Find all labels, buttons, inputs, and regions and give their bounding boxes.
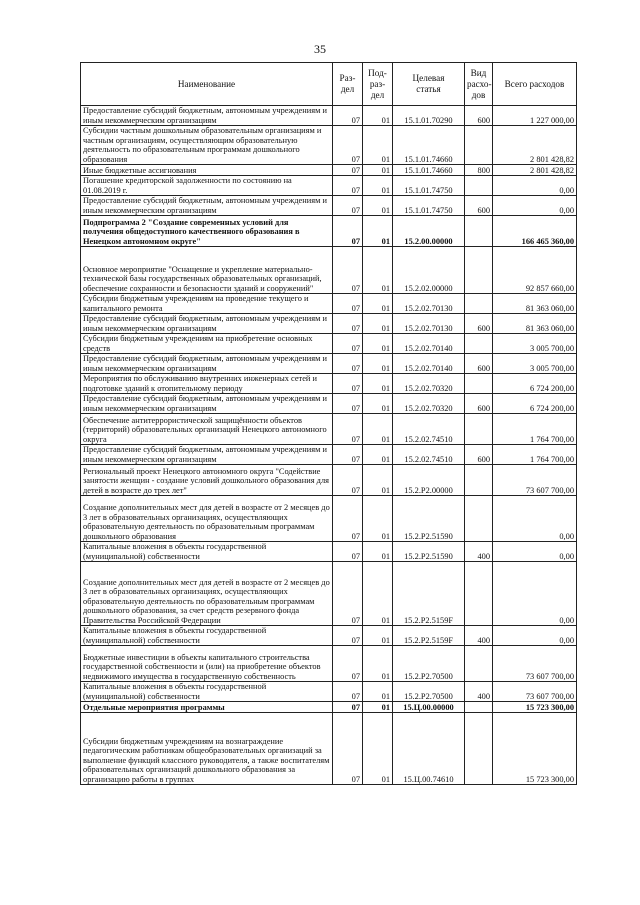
- row-target-article: 15.2.P2.70500: [393, 682, 465, 702]
- table-row: [81, 542, 577, 562]
- row-total: 81 363 060,00: [493, 294, 577, 314]
- row-subsection: 01: [363, 496, 393, 542]
- row-expense-type: 600: [465, 354, 493, 374]
- budget-table: [80, 62, 577, 785]
- row-section: 07: [333, 562, 363, 626]
- row-subsection: 01: [363, 646, 393, 682]
- row-name: Капитальные вложения в объекты государственной (муниципальной) собственности: [81, 626, 333, 646]
- row-target-article: 15.2.02.70140: [393, 354, 465, 374]
- row-name: Предоставление субсидий бюджетным, автономным учреждениям и иным некоммерческим организациям: [81, 106, 333, 126]
- row-section: 07: [333, 374, 363, 394]
- row-name: Иные бюджетные ассигнования: [81, 165, 333, 176]
- row-name: Бюджетные инвестиции в объекты капитального строительства государственной собственности и (или) на приобретение объектов недвижимого имущества в государственную собственность: [81, 646, 333, 682]
- row-expense-type: 400: [465, 542, 493, 562]
- row-section: 07: [333, 354, 363, 374]
- row-total: 2 801 428,82: [493, 126, 577, 165]
- row-subsection: 01: [363, 465, 393, 496]
- row-subsection: 01: [363, 354, 393, 374]
- row-subsection: 01: [363, 374, 393, 394]
- table-row: [81, 374, 577, 394]
- row-name: Подпрограмма 2 "Создание современных условий для получения общедоступного качественного образования в Ненецком автономном округе": [81, 216, 333, 247]
- row-total: 0,00: [493, 196, 577, 216]
- row-section: 07: [333, 646, 363, 682]
- row-subsection: 01: [363, 334, 393, 354]
- row-name: Капитальные вложения в объекты государственной (муниципальной) собственности: [81, 542, 333, 562]
- row-section: 07: [333, 126, 363, 165]
- header-target-article: Целевая статья: [393, 63, 465, 106]
- table-row: [81, 216, 577, 247]
- row-total: 73 607 700,00: [493, 682, 577, 702]
- row-name: Обеспечение антитеррористической защищённости объектов (территорий) образовательных организаций Ненецкого автономного округа: [81, 414, 333, 445]
- row-subsection: 01: [363, 445, 393, 465]
- row-expense-type: [465, 414, 493, 445]
- row-expense-type: [465, 334, 493, 354]
- table-row: [81, 247, 577, 294]
- table-row: [81, 314, 577, 334]
- row-target-article: 15.2.02.74510: [393, 414, 465, 445]
- row-section: 07: [333, 165, 363, 176]
- row-target-article: 15.2.P2.5159F: [393, 562, 465, 626]
- row-subsection: 01: [363, 314, 393, 334]
- row-expense-type: [465, 496, 493, 542]
- row-expense-type: [465, 247, 493, 294]
- row-target-article: 15.2.02.74510: [393, 445, 465, 465]
- row-name: Предоставление субсидий бюджетным, автономным учреждениям и иным некоммерческим организациям: [81, 445, 333, 465]
- row-target-article: 15.2.P2.5159F: [393, 626, 465, 646]
- table-row: [81, 496, 577, 542]
- table-row: [81, 126, 577, 165]
- row-name: Мероприятия по обслуживанию внутренних инженерных сетей и подготовке зданий к отопительному периоду: [81, 374, 333, 394]
- row-name: Погашение кредиторской задолженности по состоянию на 01.08.2019 г.: [81, 176, 333, 196]
- row-target-article: 15.2.02.70320: [393, 394, 465, 414]
- page-number: 35: [314, 42, 326, 56]
- row-section: 07: [333, 702, 363, 713]
- row-expense-type: 600: [465, 196, 493, 216]
- row-subsection: 01: [363, 165, 393, 176]
- row-subsection: 01: [363, 562, 393, 626]
- row-section: 07: [333, 294, 363, 314]
- row-subsection: 01: [363, 542, 393, 562]
- row-target-article: 15.2.02.70130: [393, 294, 465, 314]
- row-total: 81 363 060,00: [493, 314, 577, 334]
- row-name: Субсидии бюджетным учреждениям на проведение текущего и капитального ремонта: [81, 294, 333, 314]
- row-name: Основное мероприятие "Оснащение и укрепление материально-технической базы государственных образовательных организаций, обеспечение сохранности и безопасности зданий и сооружений": [81, 247, 333, 294]
- row-total: 73 607 700,00: [493, 646, 577, 682]
- row-expense-type: 600: [465, 394, 493, 414]
- table-row: [81, 445, 577, 465]
- row-name: Предоставление субсидий бюджетным, автономным учреждениям и иным некоммерческим организациям: [81, 394, 333, 414]
- row-total: 1 764 700,00: [493, 445, 577, 465]
- table-row: [81, 354, 577, 374]
- row-section: 07: [333, 445, 363, 465]
- row-expense-type: 600: [465, 314, 493, 334]
- row-target-article: 15.1.01.70290: [393, 106, 465, 126]
- row-name: Предоставление субсидий бюджетным, автономным учреждениям и иным некоммерческим организациям: [81, 314, 333, 334]
- row-total: 15 723 300,00: [493, 702, 577, 713]
- row-target-article: 15.2.02.70320: [393, 374, 465, 394]
- row-total: 0,00: [493, 496, 577, 542]
- row-name: Субсидии бюджетным учреждениям на вознаграждение педагогическим работникам общеобразовательных организаций за выполнение функций классного руководителя, а также воспитателям образовательных организаций дошкольного образования за организацию работы в группах: [81, 713, 333, 785]
- row-total: 6 724 200,00: [493, 394, 577, 414]
- table-row: [81, 106, 577, 126]
- row-subsection: 01: [363, 247, 393, 294]
- row-expense-type: [465, 294, 493, 314]
- row-target-article: 15.2.P2.00000: [393, 465, 465, 496]
- header-expense-type: Вид расхо- дов: [465, 63, 493, 106]
- table-row: [81, 294, 577, 314]
- row-subsection: 01: [363, 294, 393, 314]
- row-total: 3 005 700,00: [493, 354, 577, 374]
- row-section: 07: [333, 465, 363, 496]
- row-expense-type: 400: [465, 626, 493, 646]
- table-row: [81, 702, 577, 713]
- row-subsection: 01: [363, 713, 393, 785]
- row-section: 07: [333, 682, 363, 702]
- table-row: [81, 465, 577, 496]
- row-expense-type: 600: [465, 445, 493, 465]
- row-total: 1 227 000,00: [493, 106, 577, 126]
- header-section: Раз- дел: [333, 63, 363, 106]
- row-section: 07: [333, 496, 363, 542]
- row-total: 0,00: [493, 542, 577, 562]
- row-subsection: 01: [363, 682, 393, 702]
- row-total: 0,00: [493, 176, 577, 196]
- row-name: Предоставление субсидий бюджетным, автономным учреждениям и иным некоммерческим организациям: [81, 196, 333, 216]
- row-section: 07: [333, 713, 363, 785]
- table-row: [81, 165, 577, 176]
- row-total: 0,00: [493, 562, 577, 626]
- row-target-article: 15.2.P2.70500: [393, 646, 465, 682]
- row-section: 07: [333, 314, 363, 334]
- row-name: Создание дополнительных мест для детей в возрасте от 2 месяцев до 3 лет в образовательных организациях, осуществляющих образовательную деятельность по образовательным программам дошкольного образования: [81, 496, 333, 542]
- row-subsection: 01: [363, 702, 393, 713]
- row-section: 07: [333, 216, 363, 247]
- row-section: 07: [333, 542, 363, 562]
- row-target-article: 15.1.01.74750: [393, 176, 465, 196]
- row-target-article: 15.1.01.74750: [393, 196, 465, 216]
- row-section: 07: [333, 196, 363, 216]
- table-row: [81, 196, 577, 216]
- table-row: [81, 334, 577, 354]
- row-target-article: 15.2.02.00000: [393, 247, 465, 294]
- row-expense-type: [465, 702, 493, 713]
- row-target-article: 15.Ц.00.74610: [393, 713, 465, 785]
- table-row: [81, 682, 577, 702]
- row-total: 2 801 428,82: [493, 165, 577, 176]
- row-total: 3 005 700,00: [493, 334, 577, 354]
- row-subsection: 01: [363, 126, 393, 165]
- row-subsection: 01: [363, 106, 393, 126]
- table-row: [81, 646, 577, 682]
- row-expense-type: [465, 176, 493, 196]
- row-name: Региональный проект Ненецкого автономного округа "Содействие занятости женщин - создание условий дошкольного образования для детей в возрасте до трех лет": [81, 465, 333, 496]
- row-section: 07: [333, 247, 363, 294]
- row-target-article: 15.2.00.00000: [393, 216, 465, 247]
- row-section: 07: [333, 176, 363, 196]
- row-name: Субсидии бюджетным учреждениям на приобретение основных средств: [81, 334, 333, 354]
- row-total: 15 723 300,00: [493, 713, 577, 785]
- row-name: Предоставление субсидий бюджетным, автономным учреждениям и иным некоммерческим организациям: [81, 354, 333, 374]
- row-target-article: 15.2.02.70140: [393, 334, 465, 354]
- row-subsection: 01: [363, 394, 393, 414]
- row-name: Субсидии частным дошкольным образовательным организациям и частным организациям, осуществляющим образовательную деятельность по образовательным программам дошкольного образования: [81, 126, 333, 165]
- row-name: Создание дополнительных мест для детей в возрасте от 2 месяцев до 3 лет в образовательных организациях, осуществляющих образовательную деятельность по образовательным программам дошкольного образования, за счет средств резервного фонда Правительства Российской Федерации: [81, 562, 333, 626]
- row-subsection: 01: [363, 196, 393, 216]
- row-name: Отдельные мероприятия программы: [81, 702, 333, 713]
- row-total: 0,00: [493, 626, 577, 646]
- table-row: [81, 176, 577, 196]
- table-row: [81, 562, 577, 626]
- row-total: 73 607 700,00: [493, 465, 577, 496]
- row-expense-type: 800: [465, 165, 493, 176]
- row-total: 1 764 700,00: [493, 414, 577, 445]
- row-expense-type: [465, 216, 493, 247]
- row-target-article: 15.2.02.70130: [393, 314, 465, 334]
- row-expense-type: 400: [465, 682, 493, 702]
- row-expense-type: 600: [465, 106, 493, 126]
- row-target-article: 15.2.P2.51590: [393, 542, 465, 562]
- row-expense-type: [465, 374, 493, 394]
- table-row: [81, 394, 577, 414]
- row-expense-type: [465, 465, 493, 496]
- row-expense-type: [465, 126, 493, 165]
- row-section: 07: [333, 394, 363, 414]
- row-expense-type: [465, 713, 493, 785]
- row-total: 166 465 360,00: [493, 216, 577, 247]
- table-row: [81, 626, 577, 646]
- row-section: 07: [333, 106, 363, 126]
- row-target-article: 15.1.01.74660: [393, 126, 465, 165]
- row-target-article: 15.Ц.00.00000: [393, 702, 465, 713]
- row-expense-type: [465, 562, 493, 626]
- table-row: [81, 414, 577, 445]
- row-total: 92 857 660,00: [493, 247, 577, 294]
- row-target-article: 15.2.P2.51590: [393, 496, 465, 542]
- row-target-article: 15.1.01.74660: [393, 165, 465, 176]
- row-section: 07: [333, 626, 363, 646]
- row-subsection: 01: [363, 626, 393, 646]
- table-header-row: [81, 63, 577, 106]
- row-subsection: 01: [363, 414, 393, 445]
- row-total: 6 724 200,00: [493, 374, 577, 394]
- header-total-expenses: Всего расходов: [493, 63, 577, 106]
- row-subsection: 01: [363, 216, 393, 247]
- row-subsection: 01: [363, 176, 393, 196]
- row-section: 07: [333, 334, 363, 354]
- row-name: Капитальные вложения в объекты государственной (муниципальной) собственности: [81, 682, 333, 702]
- row-section: 07: [333, 414, 363, 445]
- table-row: [81, 713, 577, 785]
- header-subsection: Под- раз- дел: [363, 63, 393, 106]
- header-name: Наименование: [81, 63, 333, 106]
- row-expense-type: [465, 646, 493, 682]
